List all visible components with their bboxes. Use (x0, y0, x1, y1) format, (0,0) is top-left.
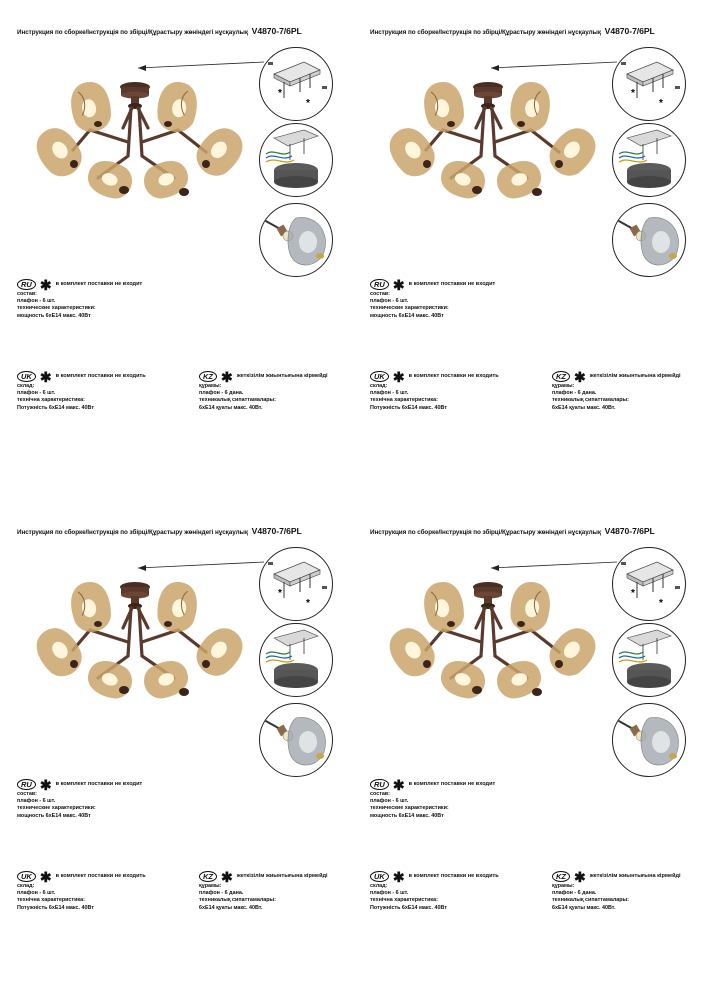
sheet-title (370, 26, 700, 36)
shade-installation-detail (259, 703, 333, 777)
kz-power-rating: 6хЕ14 қуаты макс. 40Вт. (199, 404, 263, 411)
instruction-sheet (353, 500, 706, 1000)
mounting-bracket-detail (612, 47, 686, 121)
ru-shade-count: плафон - 6 шт. (370, 798, 409, 805)
ru-shade-count: плафон - 6 шт. (17, 798, 56, 805)
ru-specs-label: технические характеристики: (370, 305, 449, 312)
svg-text:*: * (306, 598, 310, 609)
kz-not-included-note: жеткізілім жиынтығына кірмейді (236, 872, 328, 879)
uk-shade-count: плафон - 6 шт. (17, 890, 56, 897)
mounting-bracket-detail (612, 547, 686, 621)
wiring-detail (612, 123, 686, 197)
title-text: Инструкция по сборке/Інструкція по збірці/Құрастыру жөніндегі нұсқаулық (370, 29, 601, 36)
kz-language-badge: KZ (552, 871, 570, 882)
uk-not-included-note: в комплект поставки не входить (408, 372, 499, 379)
asterisk-icon: ✱ (39, 276, 52, 293)
ru-specs-label: технические характеристики: (17, 305, 96, 312)
uk-shade-count: плафон - 6 шт. (17, 390, 56, 397)
uk-language-badge: UK (370, 871, 389, 882)
ru-not-included-note: в комплект поставки не входит (55, 780, 143, 787)
uk-specifications (370, 368, 499, 412)
uk-power-rating: Потужність 6хЕ14 макс. 40Вт (17, 904, 94, 911)
kz-shade-count: плафон - 6 дана. (552, 890, 597, 897)
chandelier-illustration (28, 60, 260, 220)
uk-power-rating: Потужність 6хЕ14 макс. 40Вт (370, 904, 447, 911)
asterisk-icon: ✱ (392, 276, 405, 293)
uk-composition-label: склад: (17, 883, 35, 889)
kz-shade-count: плафон - 6 дана. (552, 390, 597, 397)
ru-power-rating: мощность 6хЕ14 макс. 40Вт (17, 812, 91, 819)
model-number: V4870-7/6PL (604, 26, 655, 36)
ru-not-included-note: в комплект поставки не входит (408, 780, 496, 787)
kz-specifications (552, 868, 681, 912)
svg-text:*: * (659, 598, 663, 609)
uk-specs-label: технічна характеристика: (370, 397, 438, 404)
uk-composition-label: склад: (370, 383, 388, 389)
kz-specifications (199, 368, 328, 412)
kz-specs-label: техникалық сипаттамалары: (199, 397, 276, 404)
ru-specifications (370, 276, 496, 320)
asterisk-icon: ✱ (392, 368, 405, 385)
model-number: V4870-7/6PL (604, 526, 655, 536)
ru-composition-label: состав: (370, 791, 390, 797)
svg-text:*: * (278, 88, 282, 99)
uk-specifications (17, 868, 146, 912)
ru-language-badge: RU (17, 279, 36, 290)
instruction-sheet (0, 0, 353, 500)
uk-specs-label: технічна характеристика: (17, 397, 85, 404)
uk-specifications (370, 868, 499, 912)
model-number: V4870-7/6PL (251, 26, 302, 36)
uk-specifications (17, 368, 146, 412)
sheet-title (370, 526, 700, 536)
ru-specs-label: технические характеристики: (17, 805, 96, 812)
kz-specs-label: техникалық сипаттамалары: (552, 897, 629, 904)
shade-installation-detail (259, 203, 333, 277)
ru-shade-count: плафон - 6 шт. (17, 298, 56, 305)
shade-installation-detail (612, 703, 686, 777)
kz-power-rating: 6хЕ14 қуаты макс. 40Вт. (199, 904, 263, 911)
asterisk-icon: ✱ (221, 368, 233, 385)
uk-power-rating: Потужність 6хЕ14 макс. 40Вт (370, 404, 447, 411)
uk-composition-label: склад: (17, 383, 35, 389)
ru-composition-label: состав: (370, 291, 390, 297)
chandelier-illustration (381, 60, 613, 220)
kz-power-rating: 6хЕ14 қуаты макс. 40Вт. (552, 904, 616, 911)
model-number: V4870-7/6PL (251, 526, 302, 536)
uk-specs-label: технічна характеристика: (17, 897, 85, 904)
ru-language-badge: RU (370, 279, 389, 290)
chandelier-illustration (381, 560, 613, 720)
uk-shade-count: плафон - 6 шт. (370, 890, 409, 897)
sheet-title (17, 526, 347, 536)
svg-text:*: * (631, 588, 635, 599)
mounting-bracket-detail (259, 547, 333, 621)
ru-specifications (17, 776, 143, 820)
mounting-bracket-detail (259, 47, 333, 121)
ru-power-rating: мощность 6хЕ14 макс. 40Вт (370, 812, 444, 819)
ru-power-rating: мощность 6хЕ14 макс. 40Вт (370, 312, 444, 319)
uk-not-included-note: в комплект поставки не входить (55, 372, 146, 379)
instruction-sheet (353, 0, 706, 500)
wiring-detail (259, 623, 333, 697)
shade-installation-detail (612, 203, 686, 277)
kz-composition-label: құрамы: (199, 383, 222, 389)
kz-specs-label: техникалық сипаттамалары: (552, 397, 629, 404)
svg-text:*: * (631, 88, 635, 99)
ru-language-badge: RU (370, 779, 389, 790)
title-text: Инструкция по сборке/Інструкція по збірці/Құрастыру жөніндегі нұсқаулық (17, 29, 248, 36)
wiring-detail (612, 623, 686, 697)
svg-text:*: * (306, 98, 310, 109)
ru-not-included-note: в комплект поставки не входит (408, 280, 496, 287)
uk-specs-label: технічна характеристика: (370, 897, 438, 904)
ru-shade-count: плафон - 6 шт. (370, 298, 409, 305)
uk-language-badge: UK (17, 871, 36, 882)
asterisk-icon: ✱ (392, 776, 405, 793)
asterisk-icon: ✱ (574, 868, 586, 885)
title-text: Инструкция по сборке/Інструкція по збірці/Құрастыру жөніндегі нұсқаулық (17, 529, 248, 536)
kz-specs-label: техникалық сипаттамалары: (199, 897, 276, 904)
title-text: Инструкция по сборке/Інструкція по збірці/Құрастыру жөніндегі нұсқаулық (370, 529, 601, 536)
ru-power-rating: мощность 6хЕ14 макс. 40Вт (17, 312, 91, 319)
uk-not-included-note: в комплект поставки не входить (55, 872, 146, 879)
kz-shade-count: плафон - 6 дана. (199, 390, 244, 397)
ru-language-badge: RU (17, 779, 36, 790)
asterisk-icon: ✱ (221, 868, 233, 885)
asterisk-icon: ✱ (39, 776, 52, 793)
uk-shade-count: плафон - 6 шт. (370, 390, 409, 397)
ru-composition-label: состав: (17, 291, 37, 297)
sheet-title (17, 26, 347, 36)
wiring-detail (259, 123, 333, 197)
ru-not-included-note: в комплект поставки не входит (55, 280, 143, 287)
ru-specs-label: технические характеристики: (370, 805, 449, 812)
kz-specifications (199, 868, 328, 912)
kz-not-included-note: жеткізілім жиынтығына кірмейді (589, 872, 681, 879)
uk-power-rating: Потужність 6хЕ14 макс. 40Вт (17, 404, 94, 411)
kz-specifications (552, 368, 681, 412)
kz-language-badge: KZ (199, 371, 217, 382)
kz-power-rating: 6хЕ14 қуаты макс. 40Вт. (552, 404, 616, 411)
svg-text:*: * (659, 98, 663, 109)
kz-composition-label: құрамы: (552, 883, 575, 889)
uk-composition-label: склад: (370, 883, 388, 889)
kz-composition-label: құрамы: (199, 883, 222, 889)
uk-not-included-note: в комплект поставки не входить (408, 872, 499, 879)
asterisk-icon: ✱ (392, 868, 405, 885)
uk-language-badge: UK (17, 371, 36, 382)
chandelier-illustration (28, 560, 260, 720)
kz-composition-label: құрамы: (552, 383, 575, 389)
kz-language-badge: KZ (552, 371, 570, 382)
asterisk-icon: ✱ (39, 868, 52, 885)
kz-not-included-note: жеткізілім жиынтығына кірмейді (589, 372, 681, 379)
ru-specifications (370, 776, 496, 820)
kz-not-included-note: жеткізілім жиынтығына кірмейді (236, 372, 328, 379)
ru-composition-label: состав: (17, 791, 37, 797)
ru-specifications (17, 276, 143, 320)
asterisk-icon: ✱ (39, 368, 52, 385)
kz-shade-count: плафон - 6 дана. (199, 890, 244, 897)
svg-text:*: * (278, 588, 282, 599)
instruction-sheet (0, 500, 353, 1000)
asterisk-icon: ✱ (574, 368, 586, 385)
uk-language-badge: UK (370, 371, 389, 382)
kz-language-badge: KZ (199, 871, 217, 882)
